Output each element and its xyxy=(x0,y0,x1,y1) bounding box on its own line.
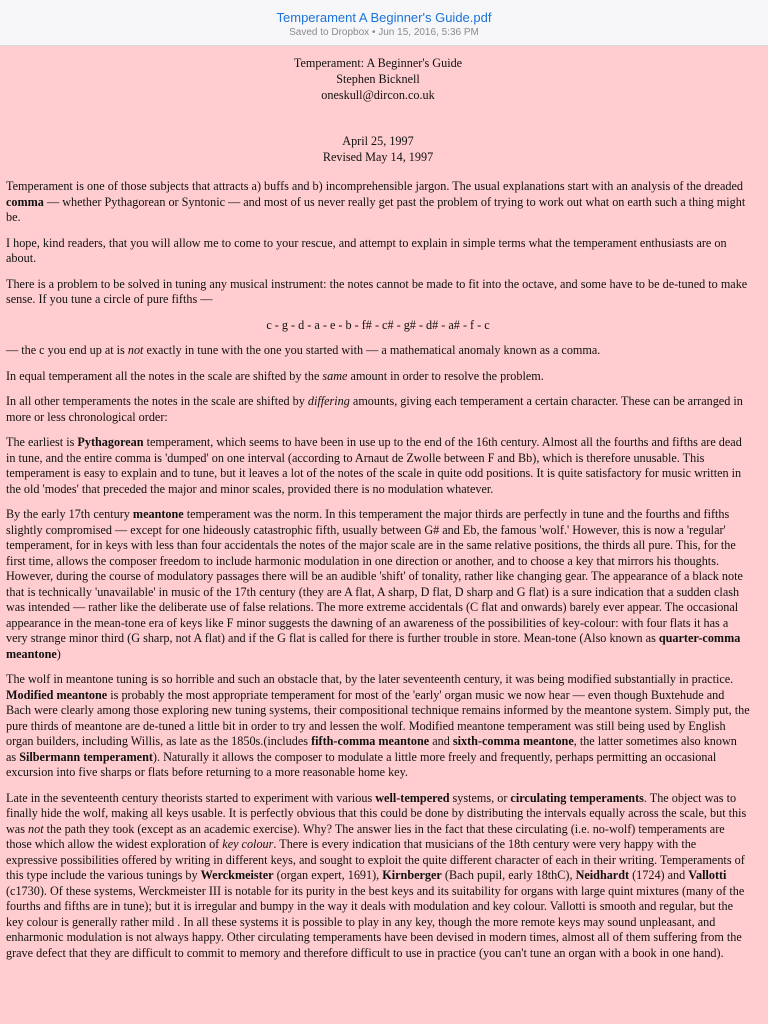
document-title: Temperament: A Beginner's Guide xyxy=(293,56,463,70)
term-werckmeister: Werckmeister xyxy=(200,868,274,882)
term-fifth-comma-meantone: fifth-comma meantone xyxy=(311,734,430,748)
term-kirnberger: Kirnberger xyxy=(382,868,442,882)
term-well-tempered: well-tempered xyxy=(375,790,450,805)
document-dates xyxy=(6,133,750,165)
term-neidhardt: Neidhardt xyxy=(575,868,630,882)
document-email: oneskull@dircon.co.uk xyxy=(321,88,435,102)
term-silbermann-temperament: Silbermann temperament xyxy=(19,749,153,764)
file-title[interactable]: Temperament A Beginner's Guide.pdf xyxy=(276,10,492,25)
term-pythagorean: Pythagorean xyxy=(77,435,144,449)
paragraph-other-temperaments: In all other temperaments the notes in the scale are shifted by differing amounts, giving each temperament a certain character. These can be arranged in more or less chronological order: xyxy=(6,394,743,424)
paragraph-problem: There is a problem to be solved in tuning any musical instrument: the notes cannot be made to fit into the octave, and some have to be de-tuned to make sense. If you tune a circle of pure fifths — xyxy=(6,276,748,306)
paragraph-meantone: By the early 17th century meantone temperament was the norm. In this temperament the major thirds are perfectly in tune and the fourths and fifths slightly compromised — except for one hideously catastrophic fifth, usually between G# and Eb, the famous 'wolf.' However, this is now a 'regular' temperament, for in keys with less than four accidentals the notes of the major scale are in the same relative positions, the thirds all pure. This, for the first time, allows the composer freedom to include harmonic modulation in one direction or another, and to choose a key that mirrors his thoughts. However, during the course of modulatory passages there will be an audible 'shift' of tonality, rather like changing gear. The appearance of a black note that is technically 'unavailable' in music of the 17th century (they are A flat, A sharp, D flat, D sharp and G flat) is a sure indication that a sudden clash was intended — rather like the deliberate use of false relations. The more extreme accidentals (C flat and onwards) barely ever appear. The occasional appearance in the mean-tone era of keys like F minor suggests the dawning of an awareness of the possibilities of key-colour: with four flats it has a very strange minor third (G sharp, not A flat) and if the G flat is called for there is further trouble in store. Mean-tone (Also known as quarter-comma meantone) xyxy=(6,507,743,661)
term-meantone: meantone xyxy=(132,507,184,521)
saved-status: Saved to Dropbox • Jun 15, 2016, 5:36 PM xyxy=(289,27,479,38)
paragraph-equal-temperament: In equal temperament all the notes in the scale are shifted by the same amount in order to resolve the problem. xyxy=(6,368,544,383)
paragraph-well-tempered: Late in the seventeenth century theorists started to experiment with various well-tempered systems, or circulating temperaments. The object was to finally hide the wolf, making all keys usable. It is perfectly obvious that this could be done by distributing the intervals equally across the scale, but this was not the path they took (except as an academic exercise). Why? The answer lies in the fact that these circulating (i.e. no-wolf) temperaments are those which allow the widest exploration of key colour. There is every indication that musicians of the 18th century were very happy with the expressive possibilities offered by writing in different keys, and sought to exploit the quite different character of each in their writing. Temperaments of this type include the various tunings by Werckmeister (organ expert, 1691), Kirnberger (Bach pupil, early 18thC), Neidhardt (1724) and Vallotti (c1730). Of these systems, Werckmeister III is notable for its purity in the best keys and its suitability for organs with large quint mixtures (many of the fourths and fifths are in tune); but it is irregular and bumpy in the way it deals with modulation and key colour. Vallotti is smooth and regular, but the key colour is generally rather mild . In all these systems it is possible to play in any key, though the more remote keys may sound unpleasant, and enharmonic modulation is not always happy. Other circulating temperaments have been devised in modern times, almost all of them suffering from the grave defect that they are difficult to commit to memory and therefore difficult to use in practice (you can't tune an organ with a book in one hand). xyxy=(6,790,747,960)
term-sixth-comma-meantone: sixth-comma meantone xyxy=(452,734,574,748)
document-author: Stephen Bicknell xyxy=(336,72,420,86)
document-header xyxy=(6,55,750,103)
document-page xyxy=(6,55,750,971)
document-date: April 25, 1997 xyxy=(342,134,414,148)
term-circulating-temperaments: circulating temperaments xyxy=(510,790,644,805)
circle-of-fifths: c - g - d - a - e - b - f# - c# - g# - d# - a# - f - c xyxy=(266,317,490,332)
paragraph-intro: Temperament is one of those subjects that attracts a) buffs and b) incomprehensible jargon. The usual explanations start with an analysis of the dreaded comma — whether Pythagorean or Syntonic — and most of us never really get past the problem of trying to work out what on earth such a thing might be. xyxy=(6,179,746,224)
paragraph-pythagorean: The earliest is Pythagorean temperament, which seems to have been in use up to the end of the 16th century. Almost all the fourths and fifths are dead in tune, and the entire comma is 'dumped' on one interval (according to Arnaut de Zwolle between F and Bb), which is therefore unusable. This temperament is easy to explain and to tune, but it leaves a lot of the notes of the scale in quite odd positions. It is quite satisfactory for music written in the old 'modes' that preceded the major and minor scales, provided there is no modulation whatever. xyxy=(6,435,742,496)
term-vallotti: Vallotti xyxy=(688,868,727,882)
term-quarter-comma-meantone: quarter-comma meantone xyxy=(6,631,741,661)
paragraph-modified-meantone: The wolf in meantone tuning is so horrible and such an obstacle that, by the later seventeenth century, it was being modified substantially in practice. Modified meantone is probably the most appropriate temperament for most of the 'early' organ music we now hear — even though Buxtehude and Bach were clearly among those exploring new tuning systems, their compositional technique remains informed by the meantone system. Simply put, the pure thirds of meantone are de-tuned a little bit in order to try and lessen the wolf. Modified meantone temperament was still being used by English organ builders, including Willis, as late as the 1850s.(includes fifth-comma meantone and sixth-comma meantone, the latter sometimes also known as Silbermann temperament). Naturally it allows the composer to modulate a little more freely and frequently, perhaps permitting an occasional excursion into five sharps or flats before returning to a more reasonable home key. xyxy=(6,672,750,779)
paragraph-comma: — the c you end up at is not exactly in tune with the one you started with — a mathematical anomaly known as a comma. xyxy=(6,343,601,357)
document-revised: Revised May 14, 1997 xyxy=(322,150,434,164)
paragraph-rescue: I hope, kind readers, that you will allow me to come to your rescue, and attempt to explain in simple terms what the temperament enthusiasts are on about. xyxy=(6,235,727,265)
viewer-toolbar xyxy=(0,0,768,46)
term-comma: comma xyxy=(6,194,44,209)
term-modified-meantone: Modified meantone xyxy=(6,687,108,702)
